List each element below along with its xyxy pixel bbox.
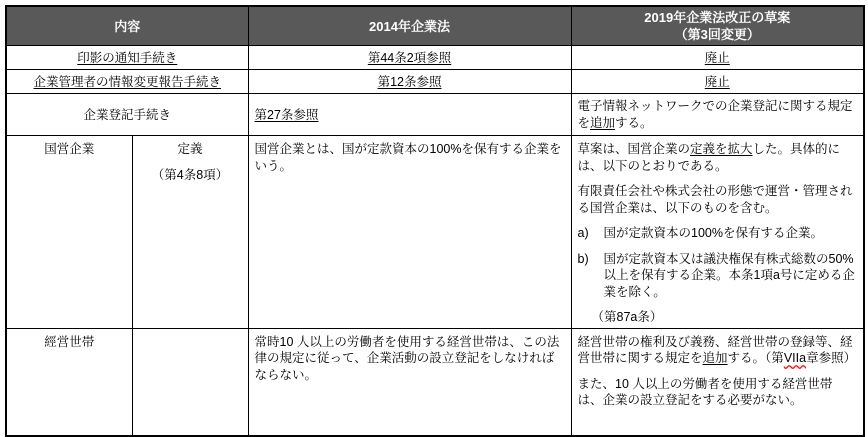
cell-r4-topic (6, 136, 132, 329)
cell-r3-content (6, 94, 248, 136)
cell-r4-law2014 (248, 136, 571, 329)
r1-law2014-text: 第44条2項参照 (367, 50, 452, 65)
comparison-table (5, 5, 865, 437)
r5-draft2019-p1: 経営世帯の権利及び義務、経営世帯の登録等、経営世帯に関する規定を追加する。（第VIIa章参照） (577, 334, 857, 366)
r4-sub-line2: （第4条8項） (151, 167, 229, 182)
table-row-state-owned-enterprise (6, 136, 864, 329)
r2-law2014-text: 第12条参照 (377, 74, 442, 89)
r3-law2014-text: 第27条参照 (254, 107, 319, 122)
cell-r4-sub (132, 136, 248, 329)
cell-r4-draft2019 (571, 136, 864, 329)
r4-draft2019-item-b: b) 国が定款資本又は議決権保有株式総数の50%以上を保有する企業。本条1項a号に定める企業を除く。 (577, 251, 855, 299)
r3-draft2019-paragraph: 電子情報ネットワークでの企業登記に関する規定を追加する。 (577, 99, 853, 130)
table-row-business-household (6, 328, 864, 436)
spacer (139, 158, 242, 167)
r1-content-text: 印影の通知手続き (77, 50, 178, 65)
r4-law2014-text: 国営企業とは、国が定款資本の100%を保有する企業をいう。 (254, 142, 562, 173)
cell-r1-law2014 (248, 46, 571, 70)
cell-r5-draft2019 (571, 328, 864, 436)
table-row-enterprise-registration (6, 94, 864, 136)
cell-r2-draft2019 (571, 70, 864, 94)
r5-law2014-text: 常時10 人以上の労働者を使用する経営世帯は、この法律の規定に従って、企業活動の設立登記をしなければならない。 (254, 334, 560, 382)
cell-r5-topic (6, 328, 132, 436)
r5-draft2019-p2: また、10 人以上の労働者を使用する経営世帯は、企業の設立登記をする必要がない。 (577, 376, 833, 408)
r2-content-text: 企業管理者の情報変更報告手続き (33, 74, 222, 89)
cell-r2-content (6, 70, 248, 94)
cell-r5-sub-empty (132, 328, 248, 436)
header-law2014-label: 2014年企業法 (369, 18, 450, 34)
r4-topic-text: 国営企業 (44, 142, 95, 157)
table-row-manager-info-change (6, 70, 864, 94)
r4-draft2019-p2: 有限責任会社や株式会社の形態で運営・管理される国営企業は、以下のものを含む。 (577, 184, 853, 215)
r4-sub-line1: 定義 (177, 142, 203, 157)
header-row (6, 6, 864, 46)
header-cell-draft2019 (571, 6, 864, 46)
spellcheck-wavy-underline: VIIa (783, 351, 807, 366)
header-draft2019-line1: 2019年企業法改正の草案 (644, 10, 791, 25)
r2-draft2019-text: 廃止 (704, 74, 730, 89)
cell-r1-content (6, 46, 248, 70)
r3-content-text: 企業登記手続き (83, 107, 172, 122)
r4-draft2019-item-a: a) 国が定款資本の100%を保有する企業。 (577, 226, 823, 241)
r1-draft2019-text: 廃止 (704, 50, 730, 65)
table-row-seal-notification (6, 46, 864, 70)
header-cell-law2014 (248, 6, 571, 46)
cell-r5-law2014 (248, 328, 571, 436)
cell-r2-law2014 (248, 70, 571, 94)
header-draft2019-line2: （第3回変更） (674, 27, 760, 43)
cell-r1-draft2019 (571, 46, 864, 70)
header-content-label: 内容 (114, 18, 141, 34)
r4-draft2019-p1: 草案は、国営企業の定義を拡大した。具体的には、以下のとおりである。 (577, 142, 841, 173)
cell-r3-law2014 (248, 94, 571, 136)
header-cell-content (6, 6, 248, 46)
r4-draft2019-note: （第87a条） (591, 310, 663, 325)
r5-topic-text: 經営世帯 (44, 334, 95, 349)
cell-r3-draft2019 (571, 94, 864, 136)
